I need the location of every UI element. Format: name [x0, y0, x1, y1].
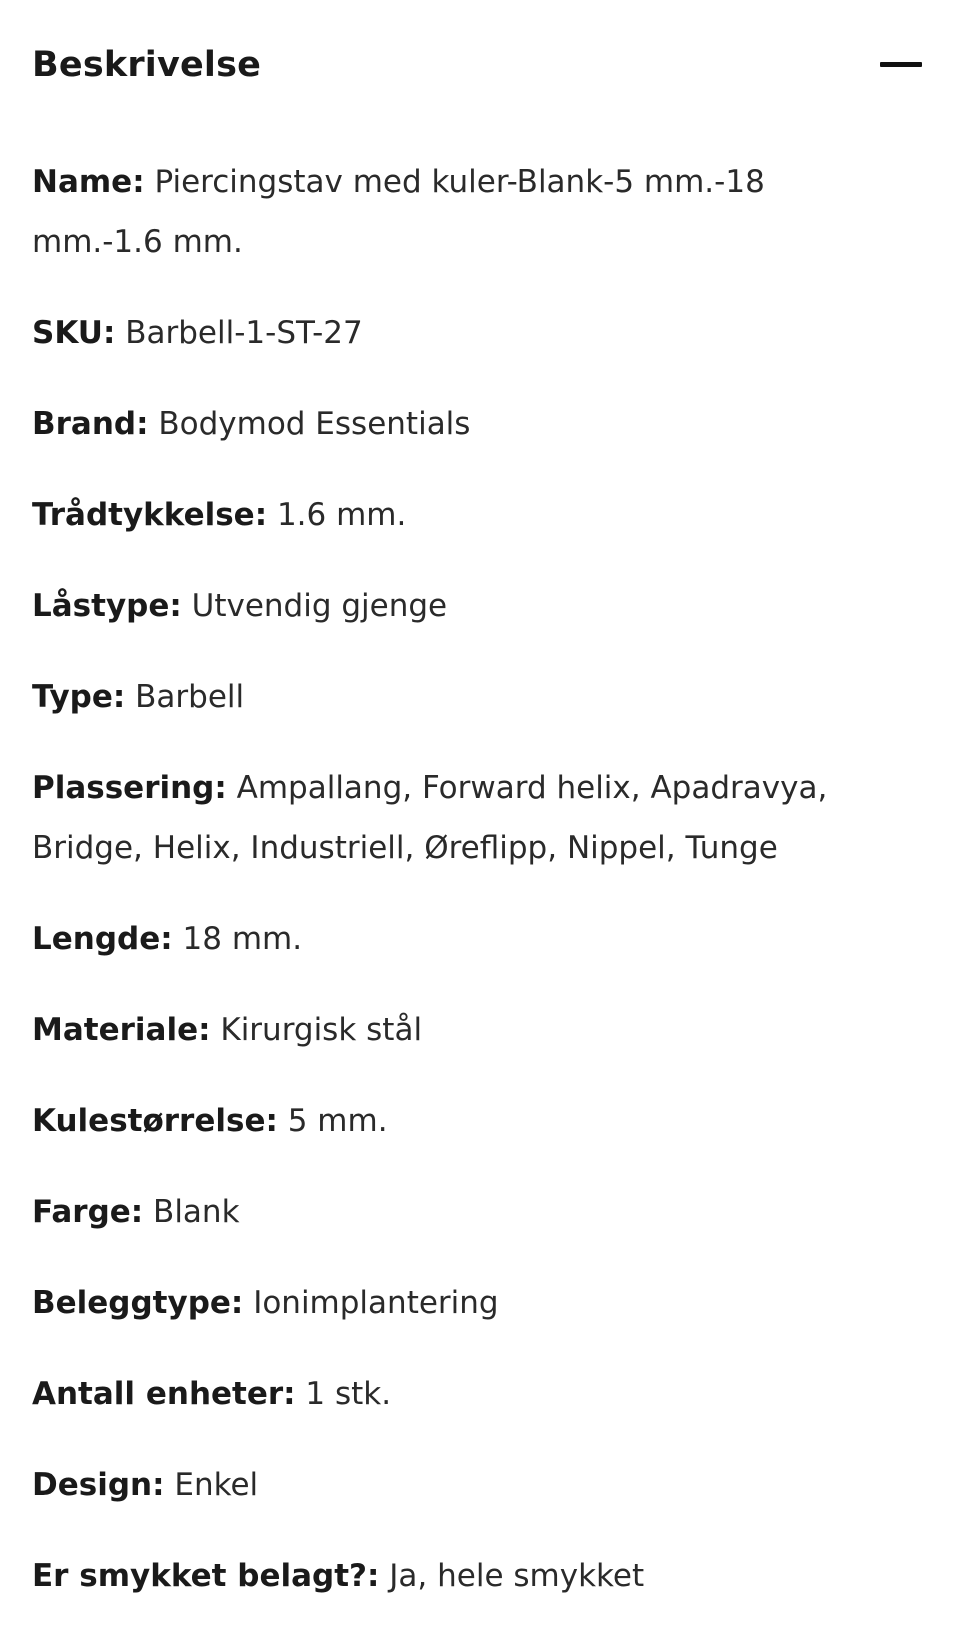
attribute-label: Kulestørrelse: — [32, 1103, 278, 1139]
attribute-label: Antall enheter: — [32, 1376, 296, 1412]
attribute-label: SKU: — [32, 315, 116, 351]
attribute-row-coating-type — [32, 1273, 928, 1333]
attribute-label: Brand: — [32, 406, 149, 442]
attribute-value: Bodymod Essentials — [158, 406, 471, 442]
attribute-value: Ampallang, Forward helix, Apadravya, Bridge, Helix, Industriell, Øreflipp, Nippel, Tunge — [32, 770, 828, 866]
attribute-value: 1 stk. — [305, 1376, 392, 1412]
attribute-label: Plassering: — [32, 770, 227, 806]
attribute-row-lock-type — [32, 576, 928, 636]
attribute-value: Enkel — [174, 1467, 259, 1503]
attribute-value: Ionimplantering — [253, 1285, 499, 1321]
attribute-value: Piercingstav med kuler-Blank-5 mm.-18 mm.-1.6 mm. — [32, 164, 765, 260]
attribute-row-coated — [32, 1546, 928, 1606]
attribute-value: 5 mm. — [287, 1103, 388, 1139]
attribute-value: 1.6 mm. — [276, 497, 407, 533]
attribute-value: Barbell-1-ST-27 — [125, 315, 363, 351]
attribute-label: Design: — [32, 1467, 165, 1503]
attribute-row-design — [32, 1455, 928, 1515]
description-header[interactable] — [32, 0, 928, 128]
attribute-label: Materiale: — [32, 1012, 211, 1048]
attribute-row-placement — [32, 758, 928, 878]
section-title: Beskrivelse — [32, 45, 262, 85]
collapse-toggle-button[interactable] — [878, 41, 924, 87]
attribute-value: Barbell — [135, 679, 245, 715]
attribute-label: Låstype: — [32, 588, 182, 624]
attribute-list — [32, 152, 928, 1606]
attribute-label: Name: — [32, 164, 145, 200]
attribute-row-name — [32, 152, 928, 272]
attribute-value: Utvendig gjenge — [191, 588, 448, 624]
attribute-label: Er smykket belagt?: — [32, 1558, 380, 1594]
attribute-label: Type: — [32, 679, 126, 715]
attribute-value: Ja, hele smykket — [389, 1558, 645, 1594]
attribute-row-units — [32, 1364, 928, 1424]
attribute-row-material — [32, 1000, 928, 1060]
attribute-row-ball-size — [32, 1091, 928, 1151]
attribute-row-thickness — [32, 485, 928, 545]
attribute-value: 18 mm. — [182, 921, 303, 957]
attribute-label: Lengde: — [32, 921, 173, 957]
attribute-label: Beleggtype: — [32, 1285, 244, 1321]
attribute-value: Blank — [153, 1194, 240, 1230]
attribute-row-type — [32, 667, 928, 727]
attribute-label: Farge: — [32, 1194, 144, 1230]
minus-icon — [880, 62, 922, 67]
attribute-row-brand — [32, 394, 928, 454]
attribute-row-sku — [32, 303, 928, 363]
attribute-row-color — [32, 1182, 928, 1242]
attribute-label: Trådtykkelse: — [32, 497, 268, 533]
attribute-row-length — [32, 909, 928, 969]
attribute-value: Kirurgisk stål — [220, 1012, 423, 1048]
